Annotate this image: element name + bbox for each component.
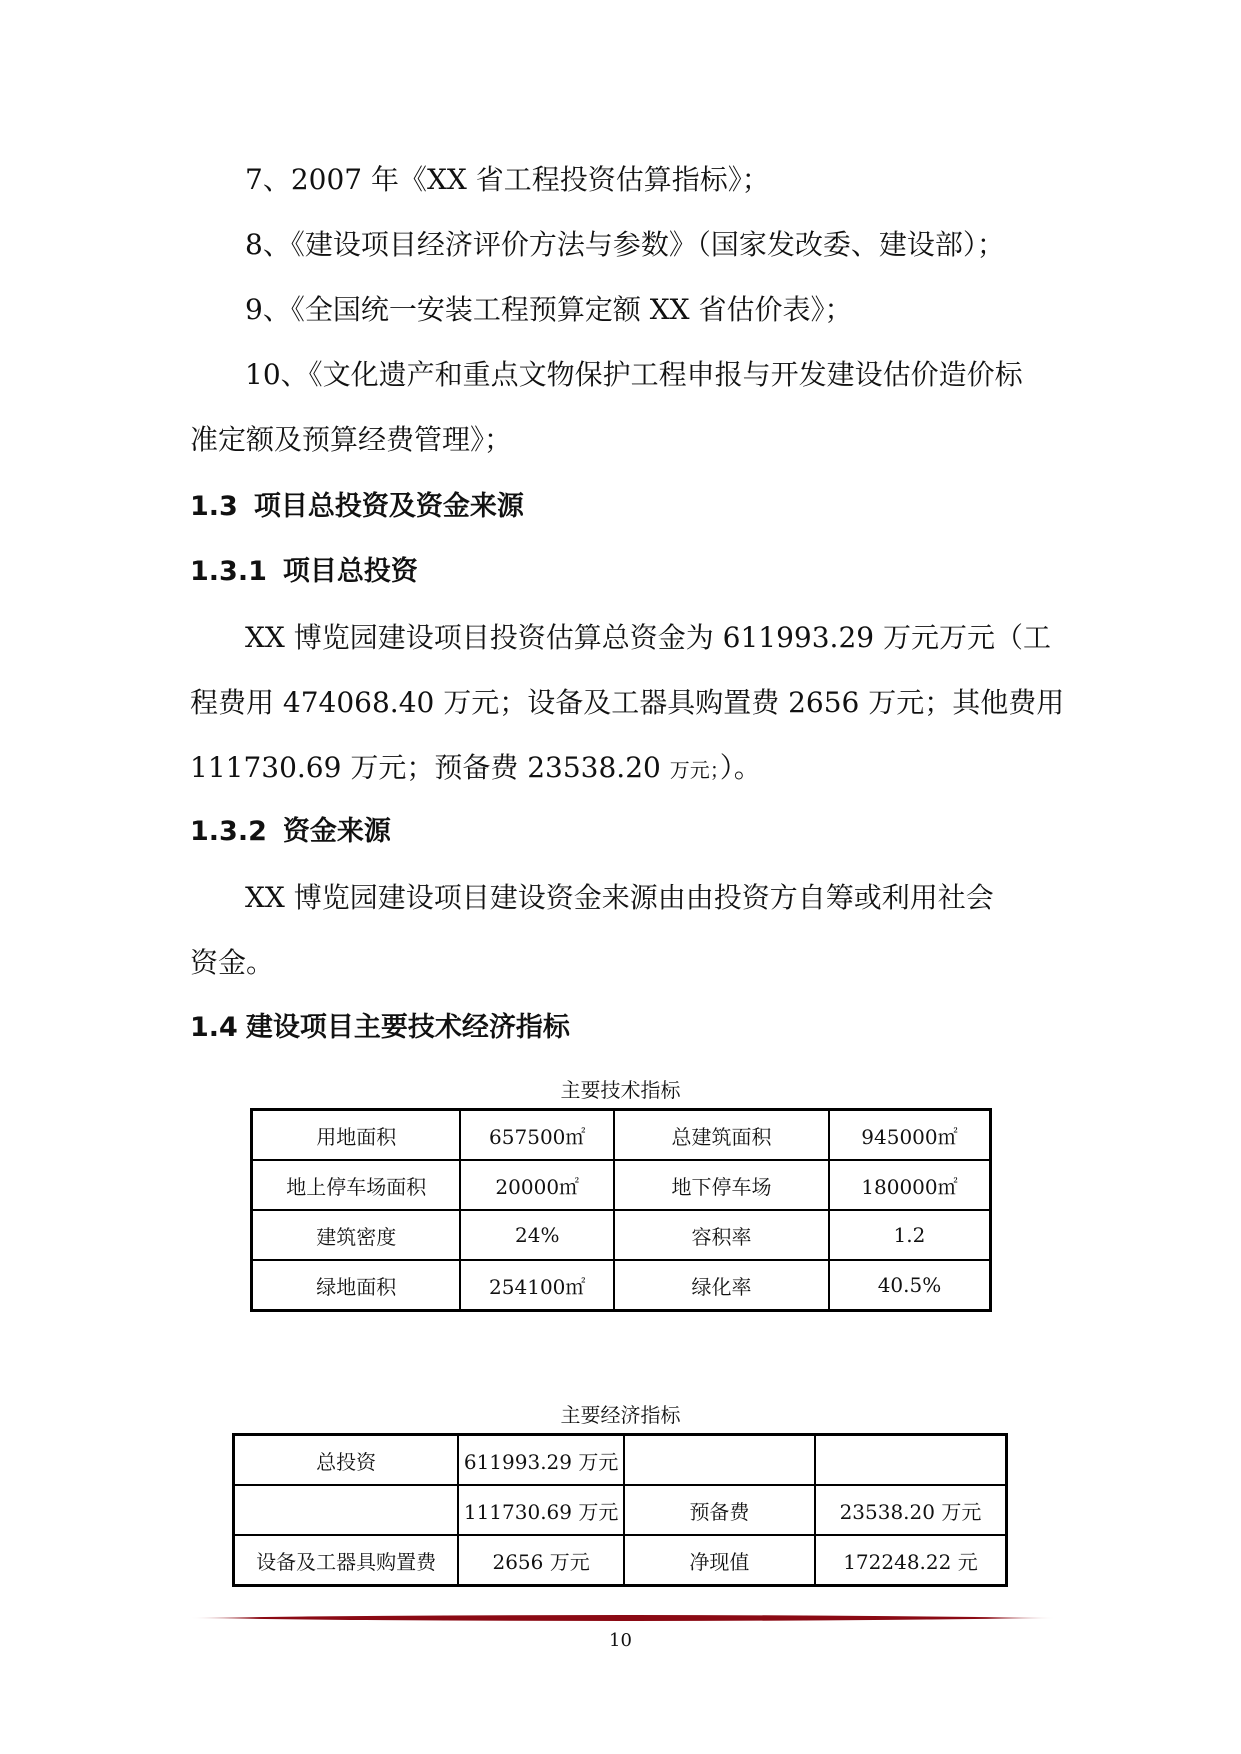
section-heading-1-3 [190,487,524,527]
reference-item-7: 7、2007 年《XX 省工程投资估算指标》； [245,163,770,196]
table-cell: 180000㎡ [829,1160,991,1210]
table-cell: 总建筑面积 [614,1110,829,1161]
section-number: 1.4 [190,1012,238,1043]
table-row [252,1210,991,1260]
table-row [234,1435,1007,1486]
table-cell [815,1435,1007,1486]
section-number: 1.3.1 [190,556,267,587]
table-row [252,1160,991,1210]
table-cell: 40.5% [829,1260,991,1311]
table-cell: 用地面积 [252,1110,461,1161]
section-heading-1-4 [190,1008,570,1048]
table-cell: 设备及工器具购置费 [234,1535,459,1586]
footer-rule [190,1612,1056,1624]
table-cell: 611993.29 万元 [458,1435,624,1486]
investment-unit: 万元； [669,758,720,782]
investment-paragraph-line1: XX 博览园建设项目投资估算总资金为 611993.29 万元万元（工 [245,621,1051,654]
econ-table-caption: 主要经济指标 [560,1403,681,1427]
table-cell: 地上停车场面积 [252,1160,461,1210]
section-title: 项目总投资 [282,556,418,587]
tech-table-caption: 主要技术指标 [560,1078,681,1102]
section-number: 1.3.2 [190,816,267,847]
section-title: 项目总投资及资金来源 [253,491,524,522]
reference-item-9: 9、《全国统一安装工程预算定额 XX 省估价表》； [245,293,853,326]
investment-end: ）。 [719,751,762,784]
reference-item-10-line2: 准定额及预算经费管理》； [190,423,513,456]
table-row [234,1485,1007,1535]
funding-paragraph-line1: XX 博览园建设项目建设资金来源由由投资方自筹或利用社会 [245,881,994,914]
table-cell: 657500㎡ [460,1110,614,1161]
reference-item-10-line1: 10、《文化遗产和重点文物保护工程申报与开发建设估价造价标 [245,358,1023,391]
table-cell: 容积率 [614,1210,829,1260]
table-cell: 111730.69 万元 [458,1485,624,1535]
table-cell [624,1435,815,1486]
table-cell: 172248.22 元 [815,1535,1007,1586]
investment-text: 111730.69 万元；预备费 23538.20 [190,751,670,784]
page-number: 10 [609,1630,632,1651]
table-cell: 24% [460,1210,614,1260]
table-cell: 23538.20 万元 [815,1485,1007,1535]
table-cell: 945000㎡ [829,1110,991,1161]
table-cell: 绿化率 [614,1260,829,1311]
table-row [252,1110,991,1161]
section-number: 1.3 [190,491,238,522]
table-cell: 建筑密度 [252,1210,461,1260]
table-cell: 地下停车场 [614,1160,829,1210]
section-title: 建设项目主要技术经济指标 [245,1012,570,1043]
table-cell: 2656 万元 [458,1535,624,1586]
tech-indicators-table [250,1108,992,1312]
table-row [234,1535,1007,1586]
section-title: 资金来源 [282,816,391,847]
econ-indicators-table [232,1433,1008,1587]
investment-paragraph-line2: 程费用 474068.40 万元；设备及工器具购置费 2656 万元；其他费用 [190,686,1065,719]
table-cell: 绿地面积 [252,1260,461,1311]
section-heading-1-3-1 [190,552,418,592]
table-cell: 254100㎡ [460,1260,614,1311]
funding-paragraph-line2: 资金。 [190,946,275,979]
table-cell: 预备费 [624,1485,815,1535]
investment-paragraph-line3 [190,748,762,790]
table-row [252,1260,991,1311]
section-heading-1-3-2 [190,812,391,852]
table-cell: 净现值 [624,1535,815,1586]
table-cell [234,1485,459,1535]
reference-item-10 [245,355,1023,395]
table-cell: 20000㎡ [460,1160,614,1210]
table-cell: 总投资 [234,1435,459,1486]
table-cell: 1.2 [829,1210,991,1260]
reference-item-8: 8、《建设项目经济评价方法与参数》（国家发改委、建设部）； [245,228,1005,261]
